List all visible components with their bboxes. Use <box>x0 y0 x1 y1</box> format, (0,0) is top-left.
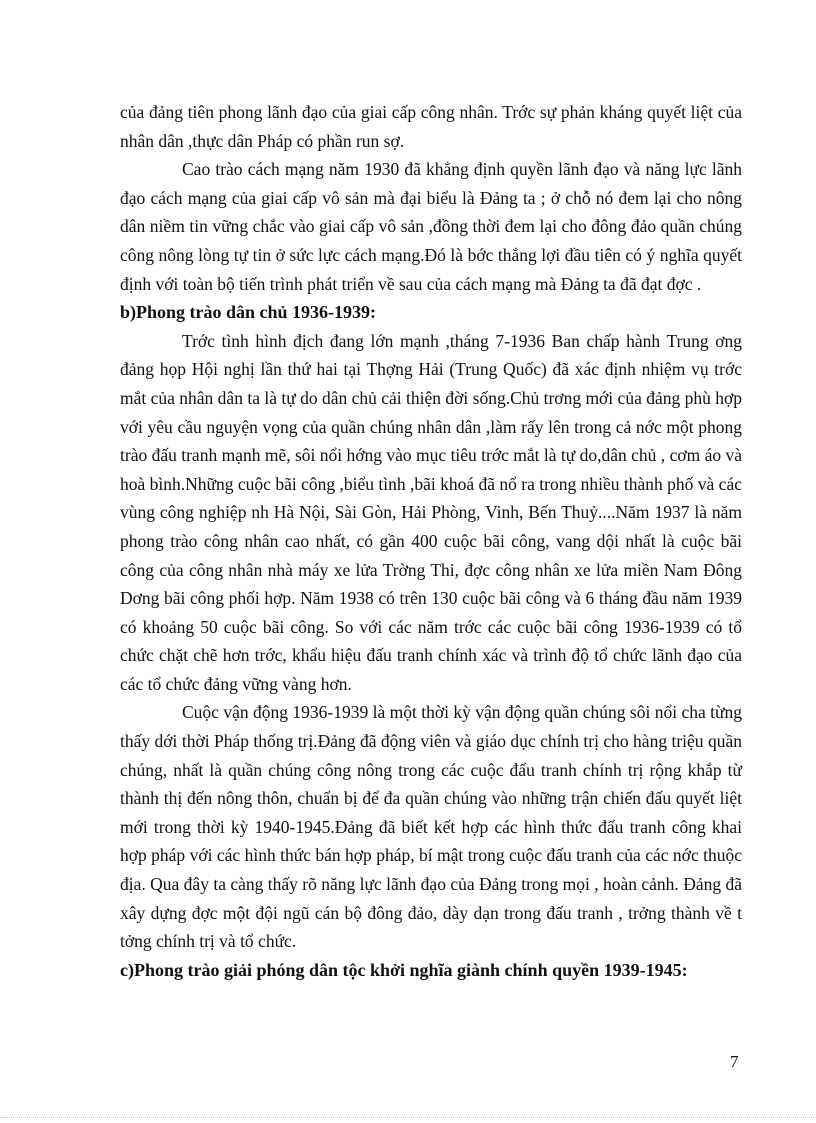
section-heading-b: b)Phong trào dân chủ 1936-1939: <box>120 302 377 323</box>
paragraph: Cao trào cách mạng năm 1930 đã khẳng định quyền lãnh đạo và năng lực lãnh đạo cách mạng của giai cấp vô sản mà đại biểu là Đảng ta ; ở chỗ nó đem lại cho nông dân niềm tin vững chắc vào giai cấp vô sản ,đồng thời đem lại cho đông đảo quần chúng công nông lòng tự tin ở sức lực cách mạng.Đó là bớc thắng lợi đầu tiên có ý nghĩa quyết định với toàn bộ tiến trình phát triển về sau của cách mạng mà Đảng ta đã đạt đợc . <box>120 159 742 294</box>
page-number: 7 <box>730 1052 739 1071</box>
section-heading-c: c)Phong trào giải phóng dân tộc khởi nghĩa giành chính quyền 1939-1945: <box>120 959 688 980</box>
page-bottom-divider <box>0 1117 816 1118</box>
paragraph: Trớc tình hình địch đang lớn mạnh ,tháng 7-1936 Ban chấp hành Trung ơng đảng họp Hội nghị lần thứ hai tại Thợng Hải (Trung Quốc) đã xác định nhiệm vụ trớc mắt của nhân dân ta là tự do dân chủ cải thiện đời sống.Chủ trơng mới của đảng phù hợp với yêu cầu nguyện vọng của quần chúng nhân dân ,làm rấy lên trong cả nớc một phong trào đấu tranh mạnh mẽ, sôi nổi hớng vào mục tiêu trớc mắt là tự do,dân chủ , cơm áo và hoà bình.Những cuộc bãi công ,biểu tình ,bãi khoá đã nổ ra trong nhiều thành phố và các vùng công nghiệp nh Hà Nội, Sài Gòn, Hải Phòng, Vinh, Bến Thuỷ....Năm 1937 là năm phong trào công nhân cao nhất, có gần 400 cuộc bãi công, vang dội nhất là cuộc bãi công của công nhân nhà máy xe lửa Trờng Thi, đợc công nhân xe lửa miền Nam Đông Dơng bãi công phối hợp. Năm 1938 có trên 130 cuộc bãi công và 6 tháng đầu năm 1939 có khoảng 50 cuộc bãi công. So với các năm trớc các cuộc bãi công 1936-1939 có tổ chức chặt chẽ hơn trớc, khẩu hiệu đấu tranh chính xác và trình độ tổ chức lãnh đạo của các tổ chức đảng vững vàng hơn. <box>120 330 742 694</box>
paragraph: của đảng tiên phong lãnh đạo của giai cấp công nhân. Trớc sự phản kháng quyết liệt của nhân dân ,thực dân Pháp có phần run sợ. <box>120 102 742 151</box>
paragraph: Cuộc vận động 1936-1939 là một thời kỳ vận động quần chúng sôi nổi cha từng thấy dới thời Pháp thống trị.Đảng đã động viên và giáo dục chính trị cho hàng triệu quần chúng, nhất là quần chúng công nông trong các cuộc đấu tranh chính trị rộng khắp từ thành thị đến nông thôn, chuẩn bị để đa quần chúng vào những trận chiến đấu quyết liệt mới trong thời kỳ 1940-1945.Đảng đã biết kết hợp các hình thức đấu tranh công khai hợp pháp với các hình thức bán hợp pháp, bí mật trong cuộc đấu tranh của các nớc thuộc địa. Qua đây ta càng thấy rõ năng lực lãnh đạo của Đảng trong mọi , hoàn cảnh. Đảng đã xây dựng đợc một đội ngũ cán bộ đông đảo, dày dạn trong đấu tranh , trởng thành về t tởng chính trị và tổ chức. <box>120 702 742 952</box>
body-text <box>120 98 742 984</box>
